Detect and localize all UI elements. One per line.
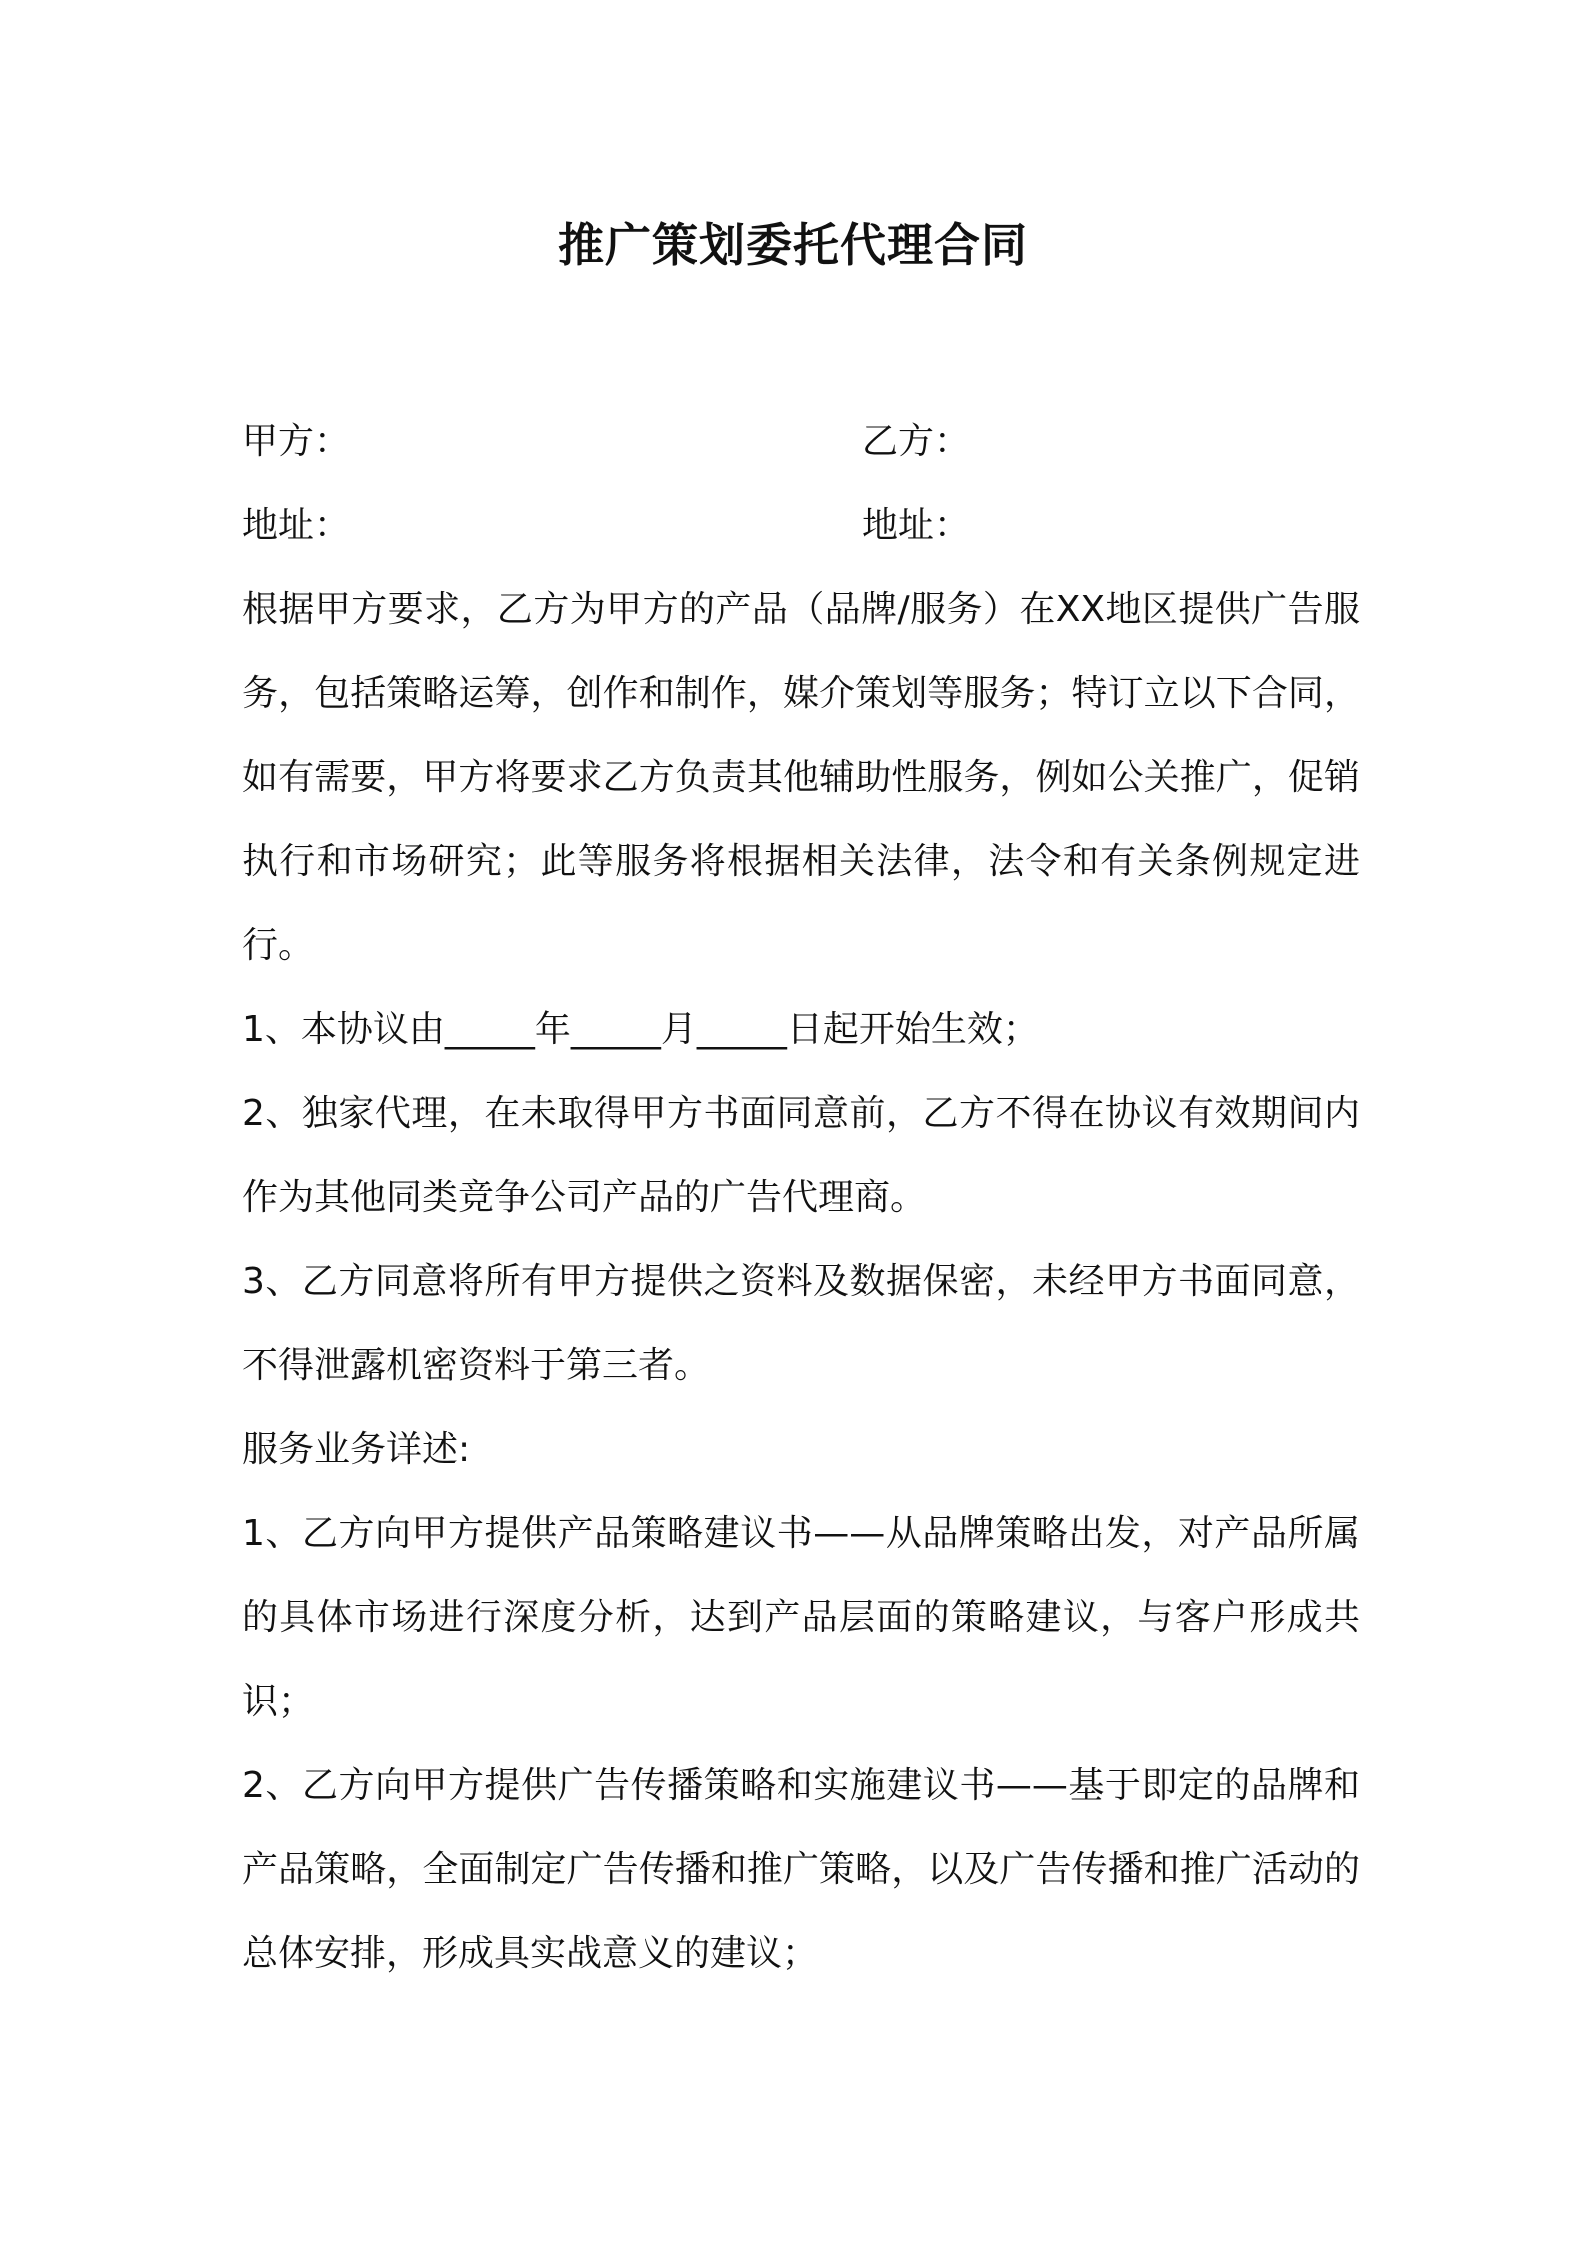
party-a-label: 甲方： xyxy=(242,421,351,462)
party-b-label: 乙方： xyxy=(862,421,971,462)
intro-paragraph: 根据甲方要求，乙方为甲方的产品（品牌/服务）在XX地区提供广告服务，包括策略运筹，创作和制作，媒介策划等服务；特订立以下合同，如有需要，甲方将要求乙方负责其他辅助性服务，例如公关推广，促销执行和市场研究；此等服务将根据相关法律，法令和有关条例规定进行。 xyxy=(242,589,1360,966)
service-item-2: 2、乙方向甲方提供广告传播策略和实施建议书——基于即定的品牌和产品策略，全面制定广告传播和推广策略，以及广告传播和推广活动的总体安排，形成具实战意义的建议； xyxy=(242,1765,1360,1974)
contract-title: 推广策划委托代理合同 xyxy=(558,218,1028,272)
clause-2: 2、独家代理，在未取得甲方书面同意前，乙方不得在协议有效期间内作为其他同类竞争公司产品的广告代理商。 xyxy=(242,1093,1360,1218)
clause-3: 3、乙方同意将所有甲方提供之资料及数据保密，未经甲方书面同意，不得泄露机密资料于第三者。 xyxy=(242,1261,1360,1386)
services-heading: 服务业务详述: xyxy=(242,1429,471,1470)
service-item-1: 1、乙方向甲方提供产品策略建议书——从品牌策略出发，对产品所属的具体市场进行深度分析，达到产品层面的策略建议，与客户形成共识； xyxy=(242,1513,1360,1722)
address-row xyxy=(242,484,1360,568)
address-b-label: 地址： xyxy=(862,505,971,546)
contract-body xyxy=(242,400,1360,1996)
party-row xyxy=(242,400,1360,484)
clause-1: 1、本协议由_____年_____月_____日起开始生效； xyxy=(242,1009,1039,1050)
address-a-label: 地址： xyxy=(242,505,351,546)
